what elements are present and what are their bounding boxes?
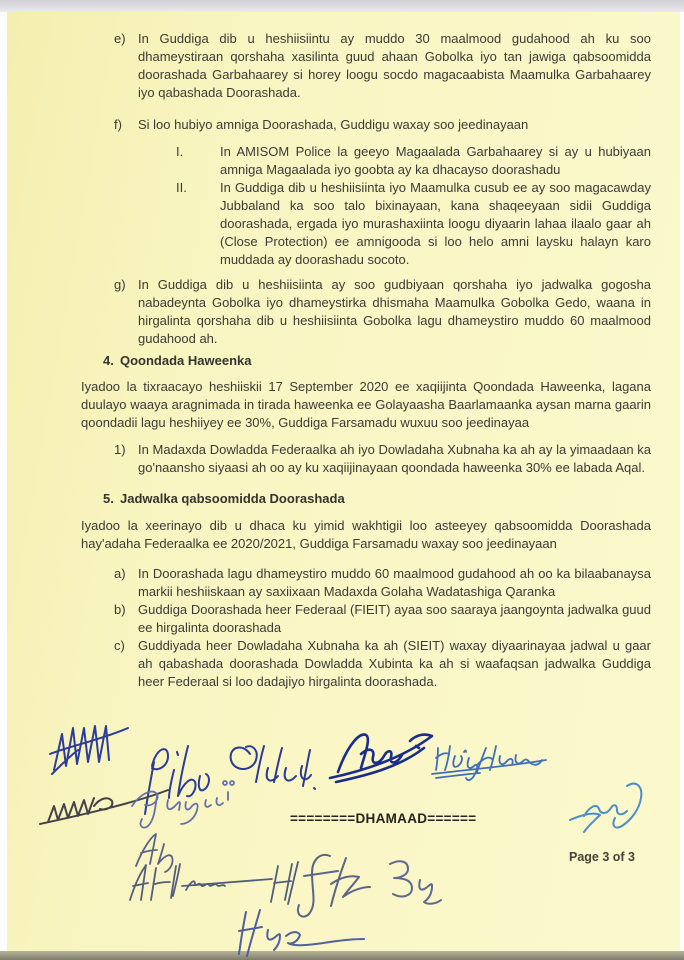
list-item-b: [81, 601, 651, 637]
item-label: g): [114, 277, 126, 292]
item-label: a): [114, 566, 126, 581]
list-item-e: [81, 30, 651, 102]
list-item-1: [81, 441, 651, 477]
item-label: II.: [176, 180, 187, 195]
item-text: Guddiyada heer Dowladaha Xubnaha ka ah (SIEIT) waxay diyaarinayaa jadwal u gaar ah qabashada doorashada Dowladda Xubinta ka ah si waafaqsan jadwalka Guddiga heer Federaal si loo dadajiyo hirgalinta doorashada.: [138, 638, 651, 689]
item-label: 1): [114, 442, 126, 457]
signature-3: [222, 738, 318, 794]
end-marker: ========DHAMAAD======: [290, 811, 477, 826]
section-title: Jadwalka qabsoomidda Doorashada: [120, 491, 345, 506]
section-5-paragraph: Iyadoo la xeerinayo dib u dhaca ku yimid wakhtigii loo asteeyey qabsoomidda Doorashada hay'adaha Federaalka ee 2020/2021, Guddiga Farsamadu waxay soo jeedinayaan: [81, 518, 651, 551]
roman-item-ii: [81, 179, 651, 269]
item-text: In Guddiga dib u heshiisiintu ay muddo 30 maalmood gudahood ah ku soo dhameystiraan qorshaha xasilinta guud ahaan Gobolka iyo tan jawiga qabsoomidda doorashada Garbahaarey si horey loogu socdo magacaabista Maamulka Garbahaarey iyo qabashada Doorashada.: [138, 31, 651, 100]
section-number: 5.: [103, 491, 114, 506]
list-item-g: [81, 276, 651, 348]
section-number: 4.: [103, 353, 114, 368]
item-label: I.: [176, 144, 184, 159]
roman-item-i: [81, 143, 651, 179]
item-text: In Guddiga dib u heshiisiinta ay soo gudbiyaan qorshaha iyo jadwalka gogosha nabadeynta Gobolka iyo dhameystirka dhismaha Maamulka Gobolka Gedo, waana in hirgalinta qorshaha dib u heshiisiinta Gobolka lagu dhameystiro muddo 60 maalmood gudahood ah.: [138, 277, 651, 346]
signature-7: [124, 774, 236, 830]
section-4-paragraph: Iyadoo la tixraacayo heshiiskii 17 September 2020 ee xaqiijinta Qoondada Haweenka, lagana duulayo waaya aragnimada in tirada haweenka ee Golayaasha Baarlamaanka aysan marna gaarin qoondadii lagu heshiiyey ee 30%, Guddiga Farsamadu wuxuu soo jeedinayaa: [81, 379, 651, 430]
item-label: e): [114, 31, 126, 46]
section-title: Qoondada Haweenka: [120, 353, 252, 368]
item-label: f): [114, 117, 122, 132]
photo-top-edge: [0, 0, 684, 12]
section-5-heading: [81, 490, 651, 508]
item-label: b): [114, 602, 126, 617]
signature-12: [378, 852, 454, 908]
signature-8: [560, 772, 650, 838]
item-text: In Madaxda Dowladda Federaalka ah iyo Dowladaha Xubnaha ka ah ay la yimaadaan ka go'naansho siyaasi ah oo ay ku xaqiijinayaan qoondada haweenka 30% ee labada Aqal.: [138, 442, 651, 475]
item-text: Si loo hubiyo amniga Doorashada, Guddigu waxay soo jeedinayaan: [138, 117, 529, 132]
document-body: [81, 30, 651, 691]
item-text: In Guddiga dib u heshiisiinta iyo Maamulka cusub ee ay soo magacawday Jubbaland ka soo talo bixinayaan, kana shaqeeyaan sidii Guddiga doorashada, ergada iyo murashaxiinta loogu diyaarin lahaa ilaalo gaar ah (Close Protection) ee amnigooda si loo helo amni laysku halayn karo muddada ay doorashadu socoto.: [220, 180, 651, 267]
section-4-heading: [81, 352, 651, 370]
signature-13: [230, 904, 370, 958]
list-item-a: [81, 565, 651, 601]
item-text: In Doorashada lagu dhameystiro muddo 60 maalmood gudahood ah oo ka bilaabanaysa markii heshiiskaan ay saxiixaan Madaxda Golaha Wadatashiga Qaranka: [138, 566, 651, 599]
item-text: In AMISOM Police la geeyo Magaalada Garbahaarey si ay u hubiyaan amniga Magaalada iyo goobta ay ka dhacayso doorashadu: [220, 144, 651, 177]
item-label: c): [114, 638, 125, 653]
list-item-c: [81, 637, 651, 691]
page-number: Page 3 of 3: [569, 850, 635, 864]
item-text: Guddiga Doorashada heer Federaal (FIEIT) ayaa soo saaraya jaangoynta jadwalka guud ee hirgalinta doorashada: [138, 602, 651, 635]
signature-5: [428, 740, 552, 782]
signature-1: [48, 716, 130, 782]
signature-4: [324, 724, 440, 786]
list-item-f: [81, 116, 651, 134]
